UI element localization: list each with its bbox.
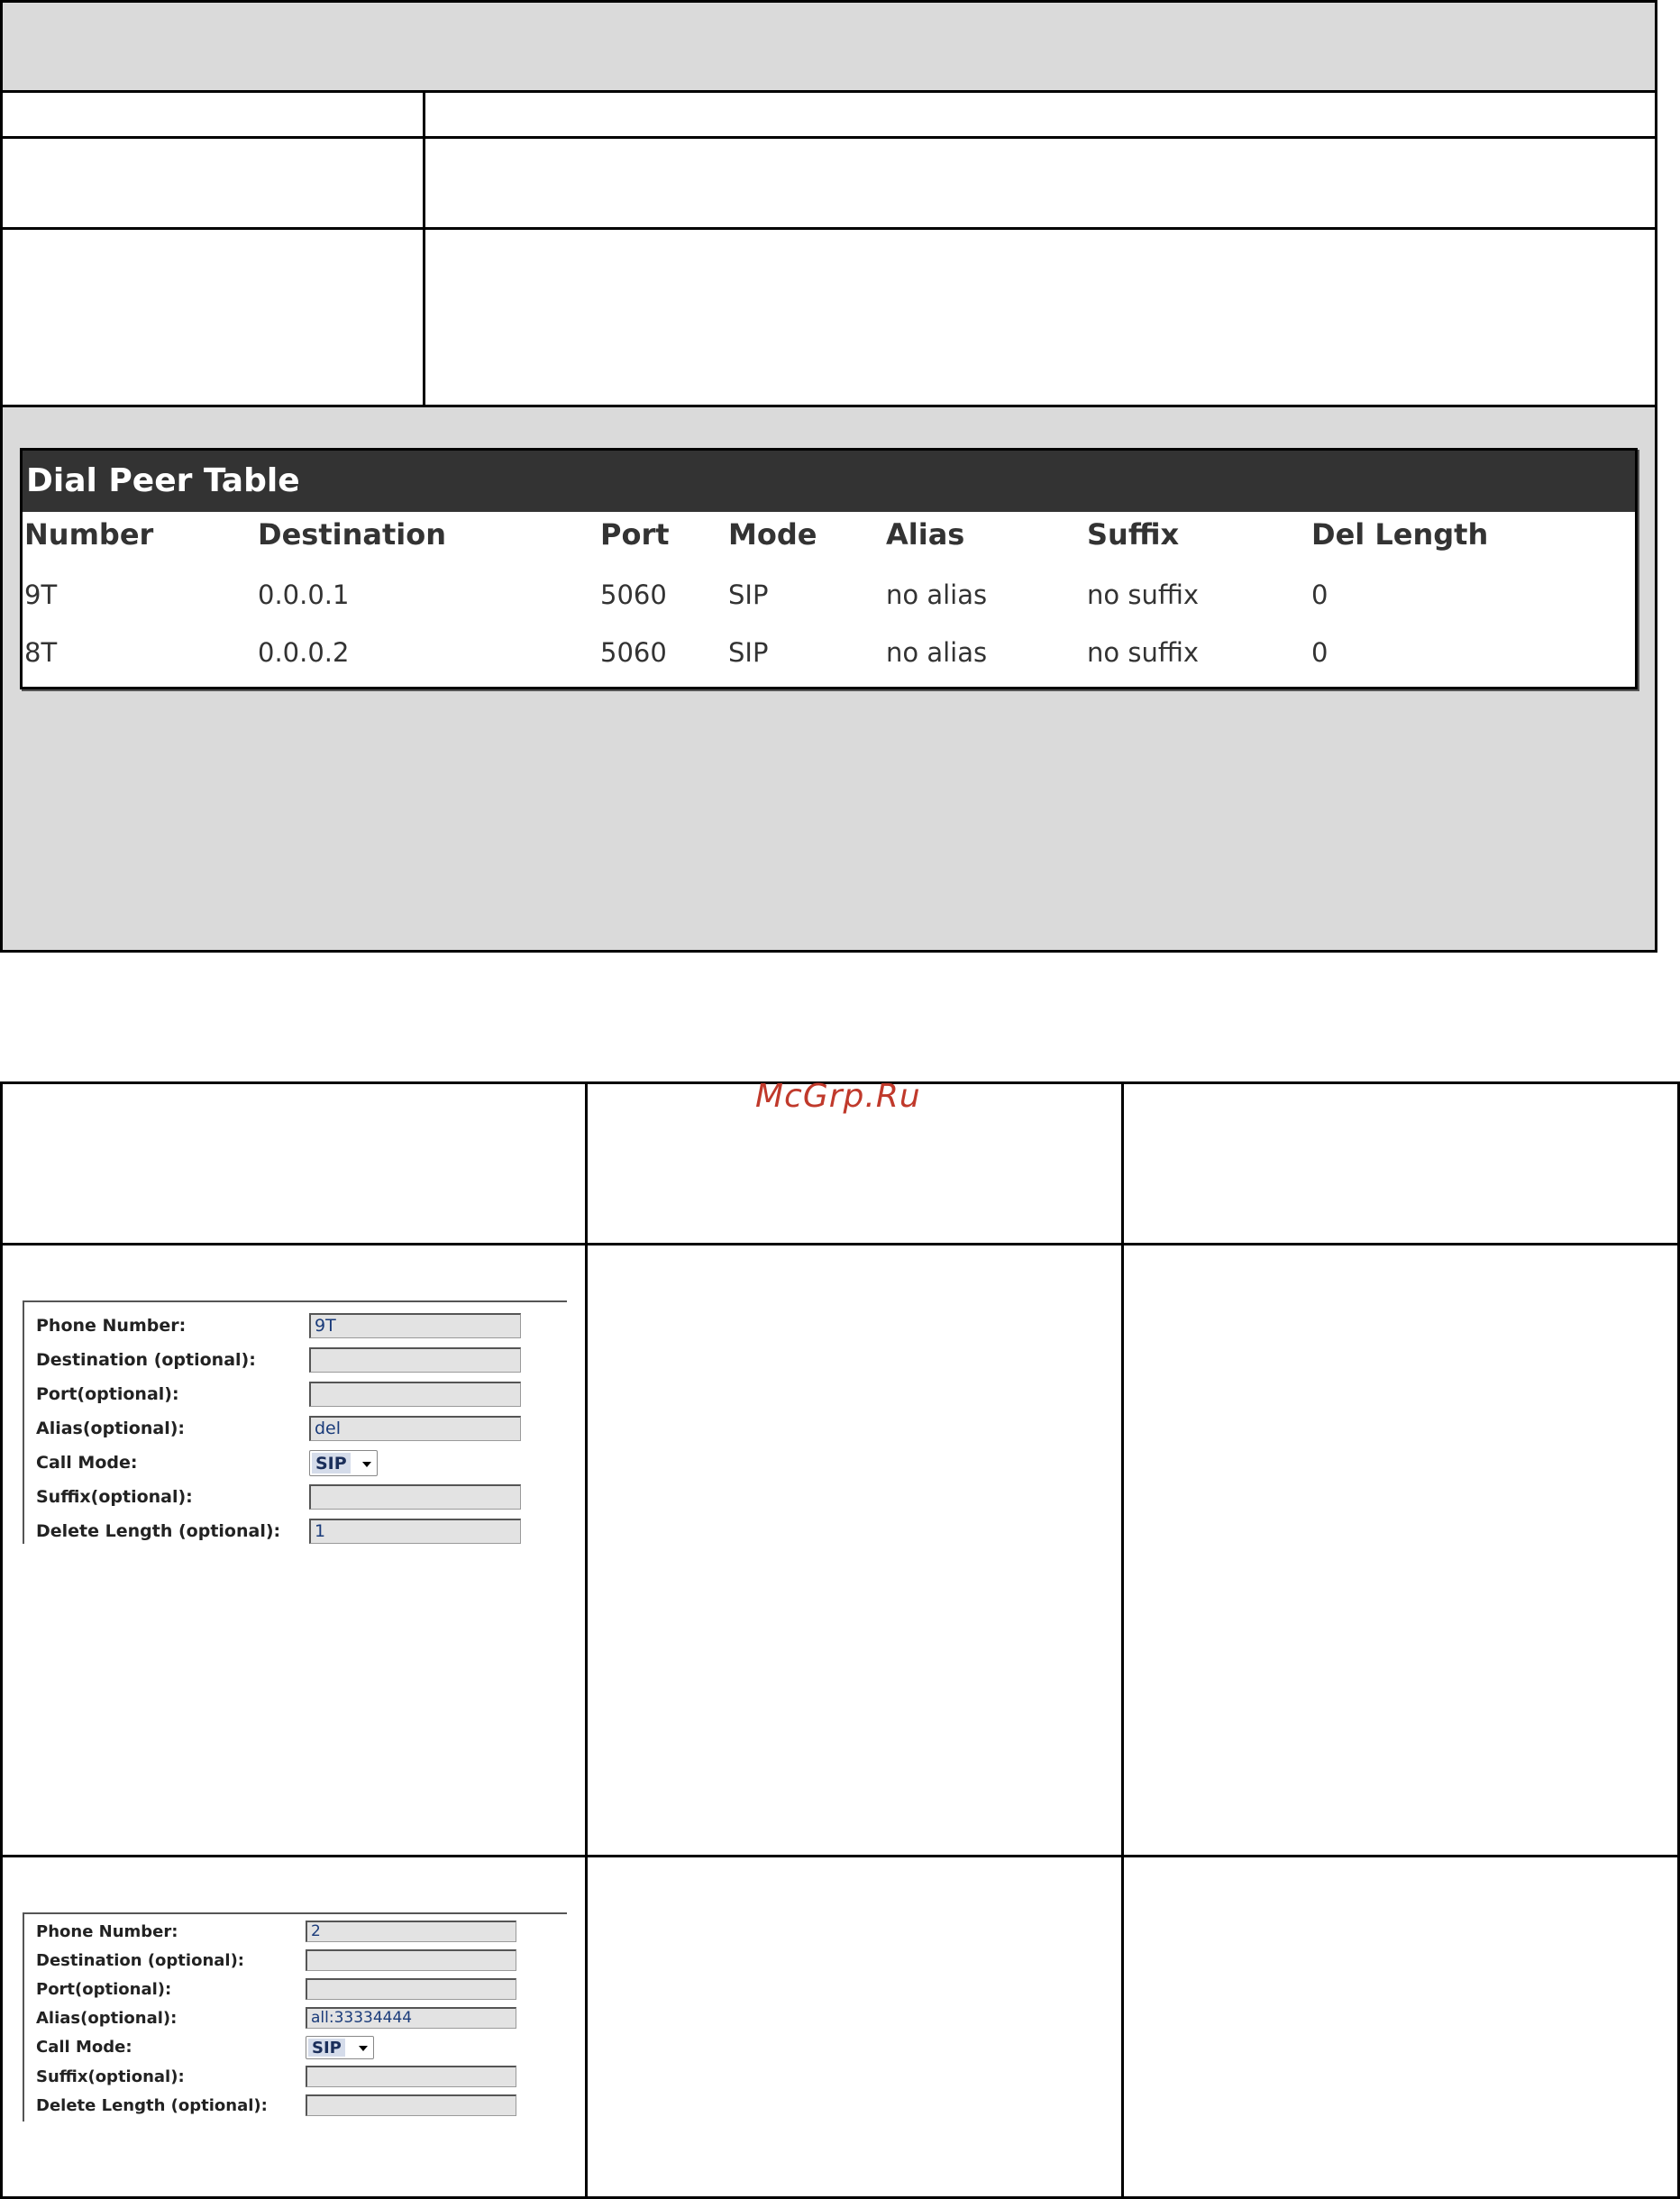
- top-table-row: [3, 90, 1655, 136]
- dial-peer-form-a: [23, 1300, 567, 1544]
- top-table-row: [3, 227, 1655, 407]
- dial-peer-table-title: Dial Peer Table: [23, 451, 1635, 512]
- port-label: Port(optional):: [36, 1980, 172, 1999]
- header-mode: Mode: [728, 517, 817, 552]
- header-del-length: Del Length: [1311, 517, 1489, 552]
- form-border: [23, 1912, 567, 1914]
- cell-port: 5060: [600, 579, 667, 610]
- top-table: [0, 0, 1657, 953]
- suffix-input[interactable]: [306, 2066, 516, 2087]
- chevron-down-icon: [359, 2046, 368, 2051]
- column-divider: [423, 93, 425, 136]
- phone-number-input[interactable]: 9T: [309, 1313, 521, 1338]
- cell-mode: SIP: [728, 637, 769, 668]
- alias-label: Alias(optional):: [36, 2009, 178, 2028]
- suffix-label: Suffix(optional):: [36, 2067, 185, 2086]
- column-divider: [585, 1084, 588, 2196]
- header-alias: Alias: [886, 517, 965, 552]
- bottom-table: [0, 1081, 1680, 2199]
- row-divider: [3, 1855, 1677, 1857]
- destination-input[interactable]: [309, 1347, 521, 1373]
- phone-number-label: Phone Number:: [36, 1316, 187, 1336]
- cell-suffix: no suffix: [1087, 579, 1200, 610]
- delete-length-label: Delete Length (optional):: [36, 1521, 281, 1541]
- dial-peer-table: [20, 448, 1638, 689]
- port-label: Port(optional):: [36, 1384, 179, 1404]
- form-border: [23, 1300, 24, 1544]
- alias-input[interactable]: del: [309, 1416, 521, 1441]
- cell-del-length: 0: [1311, 637, 1328, 668]
- form-border: [23, 1300, 567, 1302]
- cell-mode: SIP: [728, 579, 769, 610]
- header-number: Number: [24, 517, 154, 552]
- port-input[interactable]: [306, 1978, 516, 2000]
- suffix-label: Suffix(optional):: [36, 1487, 193, 1507]
- header-port: Port: [600, 517, 670, 552]
- cell-destination: 0.0.0.1: [258, 579, 350, 610]
- watermark: McGrp.Ru: [755, 1078, 921, 1115]
- row-divider: [3, 1243, 1677, 1245]
- column-divider: [1121, 1084, 1124, 2196]
- phone-number-input[interactable]: 2: [306, 1921, 516, 1942]
- call-mode-label: Call Mode:: [36, 1453, 138, 1473]
- delete-length-input[interactable]: 1: [309, 1519, 521, 1544]
- call-mode-value: SIP: [312, 1453, 351, 1474]
- header-suffix: Suffix: [1087, 517, 1180, 552]
- cell-alias: no alias: [886, 579, 988, 610]
- header-destination: Destination: [258, 517, 446, 552]
- suffix-input[interactable]: [309, 1484, 521, 1510]
- cell-number: 8T: [24, 637, 58, 668]
- phone-number-label: Phone Number:: [36, 1922, 178, 1941]
- table-row: [23, 637, 1635, 691]
- dial-peer-form-b: [23, 1912, 567, 2121]
- alias-label: Alias(optional):: [36, 1419, 185, 1438]
- delete-length-label: Delete Length (optional):: [36, 2096, 268, 2115]
- cell-destination: 0.0.0.2: [258, 637, 350, 668]
- column-divider: [423, 139, 425, 227]
- table-row: [23, 579, 1635, 634]
- cell-number: 9T: [24, 579, 58, 610]
- cell-port: 5060: [600, 637, 667, 668]
- call-mode-select[interactable]: [309, 1450, 378, 1476]
- cell-alias: no alias: [886, 637, 988, 668]
- call-mode-select[interactable]: [306, 2036, 374, 2059]
- destination-label: Destination (optional):: [36, 1951, 244, 1970]
- destination-label: Destination (optional):: [36, 1350, 256, 1370]
- call-mode-value: SIP: [308, 2039, 345, 2057]
- call-mode-label: Call Mode:: [36, 2038, 132, 2057]
- cell-suffix: no suffix: [1087, 637, 1200, 668]
- dial-peer-header-row: [23, 517, 1635, 571]
- cell-del-length: 0: [1311, 579, 1328, 610]
- destination-input[interactable]: [306, 1949, 516, 1971]
- delete-length-input[interactable]: [306, 2094, 516, 2116]
- form-border: [23, 1912, 24, 2121]
- top-table-row: [3, 136, 1655, 227]
- column-divider: [423, 230, 425, 405]
- alias-input[interactable]: all:33334444: [306, 2007, 516, 2029]
- chevron-down-icon: [362, 1462, 371, 1467]
- port-input[interactable]: [309, 1382, 521, 1407]
